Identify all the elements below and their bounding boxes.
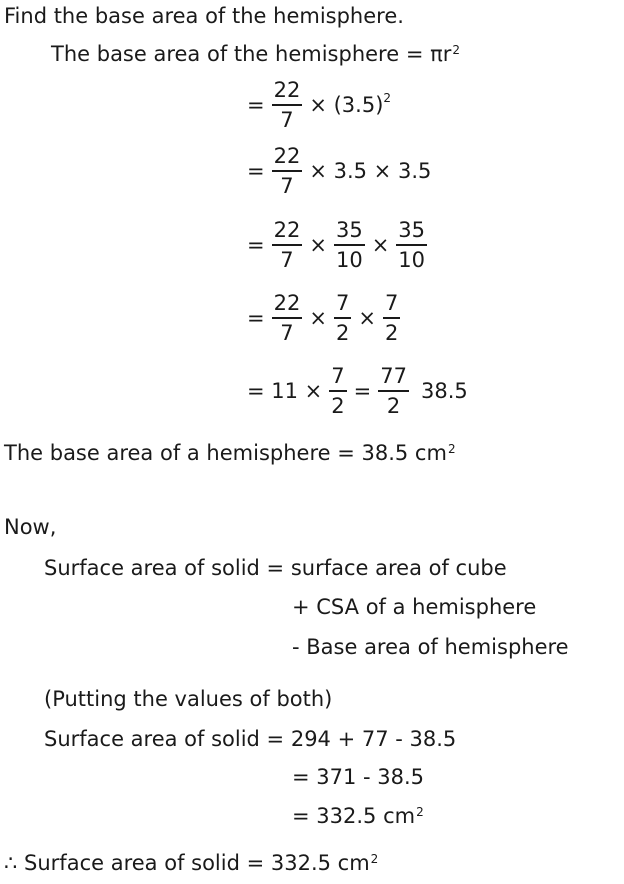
putting-note bbox=[44, 689, 332, 710]
numerator: 22 bbox=[273, 291, 301, 315]
fraction bbox=[272, 220, 303, 271]
equals-sign: = bbox=[353, 378, 372, 403]
calc-line-1 bbox=[44, 729, 456, 750]
numerator: 22 bbox=[273, 218, 301, 242]
surface-line-1-text: Surface area of solid = surface area of cube bbox=[44, 556, 507, 580]
step-lead: = 11 × bbox=[247, 378, 323, 403]
times-sign: × bbox=[371, 232, 390, 257]
step-4 bbox=[244, 293, 404, 344]
surface-line-2-text: + CSA of a hemisphere bbox=[292, 595, 537, 619]
denominator: 7 bbox=[280, 173, 294, 198]
numerator: 22 bbox=[273, 78, 301, 102]
fraction bbox=[334, 220, 365, 271]
fraction bbox=[329, 366, 346, 417]
numerator: 7 bbox=[331, 364, 345, 388]
numerator: 7 bbox=[384, 291, 399, 315]
step-1 bbox=[244, 80, 391, 131]
formula-text: The base area of the hemisphere = πr bbox=[51, 42, 452, 66]
fraction bbox=[334, 293, 351, 344]
equals-sign: = bbox=[247, 232, 265, 257]
calc-line-1-text: Surface area of solid = 294 + 77 - 38.5 bbox=[44, 727, 457, 751]
now-label bbox=[4, 517, 56, 538]
fraction bbox=[396, 220, 427, 271]
fraction bbox=[272, 293, 303, 344]
step-5 bbox=[244, 366, 471, 417]
times-sign: × bbox=[309, 232, 327, 257]
equals-sign: = bbox=[247, 92, 265, 117]
denominator: 7 bbox=[280, 107, 294, 132]
denominator: 7 bbox=[280, 247, 294, 272]
conclusion-exponent: 2 bbox=[370, 852, 379, 866]
step-rest: × (3.5) bbox=[309, 92, 384, 117]
step-exponent: 2 bbox=[383, 91, 392, 106]
denominator: 10 bbox=[335, 247, 363, 272]
fraction bbox=[378, 366, 409, 417]
base-result-text: The base area of a hemisphere = 38.5 cm bbox=[4, 441, 447, 465]
denominator: 2 bbox=[335, 320, 350, 345]
denominator: 2 bbox=[386, 393, 401, 418]
equals-sign: = bbox=[247, 305, 265, 330]
putting-text: (Putting the values of both) bbox=[44, 687, 333, 711]
base-result-exponent: 2 bbox=[447, 442, 456, 456]
calc-line-2-text: = 371 - 38.5 bbox=[292, 765, 425, 789]
calc-line-3-exponent: 2 bbox=[416, 805, 424, 819]
times-sign: × bbox=[358, 305, 376, 330]
numerator: 22 bbox=[273, 144, 301, 168]
denominator: 2 bbox=[331, 393, 345, 418]
conclusion-line bbox=[4, 853, 378, 874]
step-3 bbox=[244, 220, 431, 271]
formula-exponent: 2 bbox=[452, 43, 461, 57]
heading-text: Find the base area of the hemisphere. bbox=[4, 4, 404, 28]
now-text: Now, bbox=[4, 515, 57, 539]
step-2 bbox=[244, 146, 434, 197]
denominator: 10 bbox=[398, 247, 426, 272]
heading bbox=[4, 6, 404, 27]
equals-sign: = bbox=[247, 158, 265, 183]
fraction bbox=[272, 80, 303, 131]
formula-line bbox=[51, 44, 460, 65]
times-sign: × bbox=[309, 305, 327, 330]
numerator: 35 bbox=[335, 218, 363, 242]
numerator: 7 bbox=[335, 291, 350, 315]
fraction bbox=[383, 293, 400, 344]
surface-line-1 bbox=[44, 558, 507, 579]
surface-line-2 bbox=[292, 597, 536, 618]
denominator: 2 bbox=[384, 320, 399, 345]
numerator: 77 bbox=[380, 364, 407, 388]
surface-line-3-text: - Base area of hemisphere bbox=[292, 635, 569, 659]
step-rest: 38.5 bbox=[420, 378, 468, 403]
conclusion-text: ∴ Surface area of solid = 332.5 cm bbox=[4, 851, 370, 875]
calc-line-3 bbox=[292, 806, 424, 827]
denominator: 7 bbox=[280, 320, 294, 345]
calc-line-3-text: = 332.5 cm bbox=[292, 804, 416, 828]
step-rest: × 3.5 × 3.5 bbox=[309, 158, 432, 183]
base-result-line bbox=[4, 443, 456, 464]
numerator: 35 bbox=[398, 218, 426, 242]
calc-line-2 bbox=[292, 767, 424, 788]
fraction bbox=[272, 146, 303, 197]
surface-line-3 bbox=[292, 637, 569, 658]
